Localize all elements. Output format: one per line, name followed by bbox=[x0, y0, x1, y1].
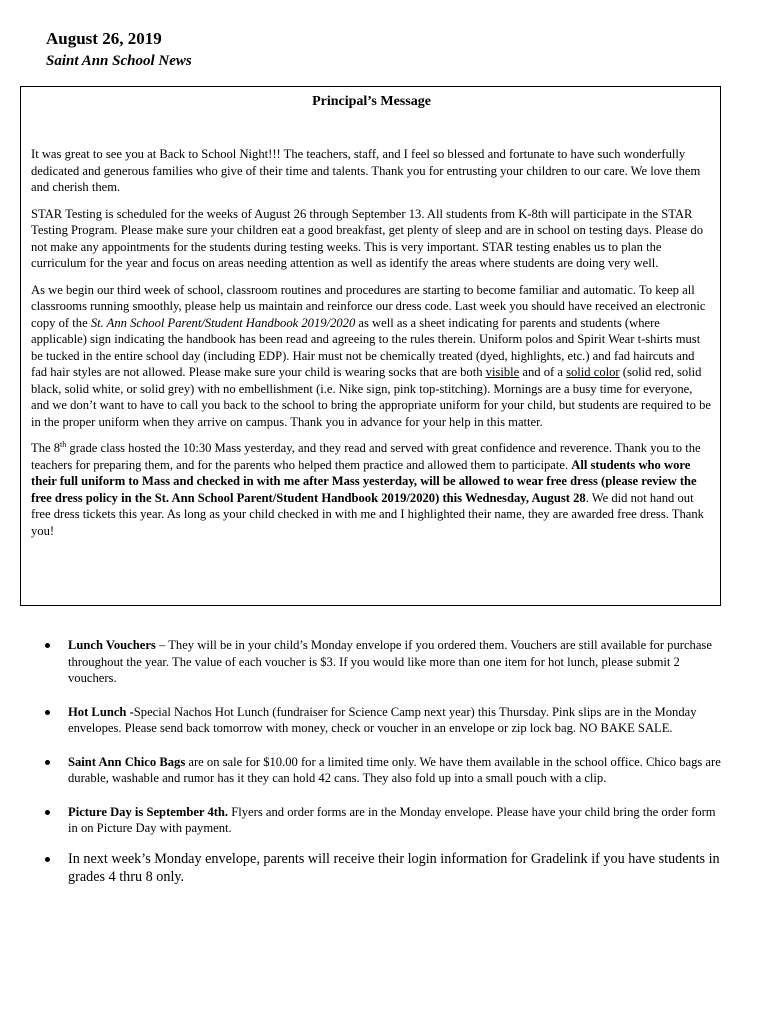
message-paragraph-mass bbox=[31, 440, 712, 539]
handbook-title: St. Ann School Parent/Student Handbook 2019/2020 bbox=[90, 315, 356, 330]
announcement-chico-bags bbox=[40, 754, 728, 787]
mass-text-b: grade class hosted the 10:30 Mass yesterday, and they read and served with great confidence and reverence. Thank you to the teachers for preparing them, and for the parents who helped them practice and allowed them to participate. bbox=[31, 441, 701, 472]
visible-emphasis: visible bbox=[485, 365, 520, 379]
issue-date: August 26, 2019 bbox=[46, 29, 162, 48]
message-paragraph-dress-code bbox=[31, 282, 712, 431]
announcement-lead: Hot Lunch - bbox=[68, 704, 134, 719]
bullet-icon bbox=[45, 643, 50, 648]
announcement-gradelink bbox=[40, 850, 728, 886]
announcement-text: Flyers and order forms are in the Monday envelope. Please have your child bring the order form in on Picture Day with payment. bbox=[68, 804, 716, 835]
bullet-icon bbox=[45, 710, 50, 715]
announcements-list bbox=[40, 637, 728, 886]
announcement-hot-lunch bbox=[40, 704, 728, 737]
announcement-text: Special Nachos Hot Lunch (fundraiser for Science Camp next year) this Thursday. Pink slips are in the Monday envelopes. Please send back tomorrow with money, check or voucher in an envelope or zip lock bag. NO BAKE SALE. bbox=[68, 704, 697, 735]
free-dress-announcement: All students who wore their full uniform to Mass and checked in with me after Mass yesterday, will be allowed to wear free dress (please review the free dress policy in the St. Ann School Parent/Student Handbook 2019/2020) this Wednesday, August 28 bbox=[31, 457, 697, 505]
ordinal-suffix: th bbox=[60, 439, 67, 449]
message-paragraph-star-testing: STAR Testing is scheduled for the weeks of August 26 through September 13. All students from K-8th will participate in the STAR Testing Program. Please make sure your children eat a good breakfast, get plenty of sleep and are in school on testing days. Please do not make any appointments for the students during testing weeks. This is very important. STAR testing enables us to plan the curriculum for the year and focus on areas needing attention as well as identify the areas where students are doing very well. bbox=[31, 206, 703, 270]
announcement-lunch-vouchers bbox=[40, 637, 728, 687]
bullet-icon bbox=[45, 857, 50, 862]
newsletter-title: Saint Ann School News bbox=[46, 53, 192, 69]
announcement-text: – They will be in your child’s Monday envelope if you ordered them. Vouchers are still available for purchase throughout the year. The value of each voucher is $3. If you would like more than one item for hot lunch, please submit 2 vouchers. bbox=[68, 638, 712, 685]
dress-code-text-b: as well as a sheet indicating for parents and students (where applicable) sign indicating the handbook has been read and agreeing to the rules therein. Uniform polos and Spirit Wear t-shirts must be tucked in the entire school day (including EDP). Hair must not be chemically treated (dyed, highlights, etc.) and fad haircuts and fad hair styles are not allowed. Please make sure your child is wearing socks that are both bbox=[31, 315, 701, 379]
announcement-text: In next week’s Monday envelope, parents will receive their login information for Gradelink if you have students in grades 4 thru 8 only. bbox=[68, 850, 720, 885]
bullet-icon bbox=[45, 760, 50, 765]
announcement-lead: Picture Day is September 4th. bbox=[68, 804, 229, 819]
announcement-picture-day bbox=[40, 804, 728, 837]
mass-text-a: The 8 bbox=[31, 441, 61, 455]
mass-text-c: . We did not hand out free dress tickets this year. As long as your child checked in with me and I highlighted their name, they are awarded free dress. Thank you! bbox=[31, 490, 704, 538]
announcement-lead: Saint Ann Chico Bags bbox=[68, 754, 186, 769]
message-paragraph-welcome: It was great to see you at Back to School Night!!! The teachers, staff, and I feel so blessed and fortunate to have such wonderfully dedicated and generous families who give of their time and talents. Thank you for entrusting your children to our care. We love them and cherish them. bbox=[31, 147, 701, 194]
principals-message-box bbox=[20, 86, 721, 606]
dress-code-text-d: (solid red, solid black, solid white, or solid grey) with no embellishment (i.e. Nike sign, pink top-stitching). Mornings are a busy time for everyone, and we don’t want to have to call you back to the school to bring the appropriate uniform for your child, but students are required to be in the proper uniform when they arrive on campus. Thank you in advance for your help in this matter. bbox=[31, 365, 711, 429]
dress-code-text-c: and of a bbox=[519, 365, 567, 379]
solid-color-emphasis: solid color bbox=[566, 365, 620, 379]
dress-code-text-a: As we begin our third week of school, classroom routines and procedures are starting to become familiar and automatic. To keep all classrooms running smoothly, please help us maintain and reinforce our dress code. Last week you should have received an electronic copy of the bbox=[31, 282, 706, 330]
announcement-lead: Lunch Vouchers bbox=[68, 638, 156, 652]
bullet-icon bbox=[45, 810, 50, 815]
newsletter-header bbox=[46, 28, 192, 70]
announcement-text: are on sale for $10.00 for a limited time only. We have them available in the school office. Chico bags are durable, washable and rumor has it they can hold 42 cans. They also fold up into a small pouch with a clip. bbox=[68, 754, 721, 785]
principals-message-title: Principal’s Message bbox=[312, 94, 431, 109]
